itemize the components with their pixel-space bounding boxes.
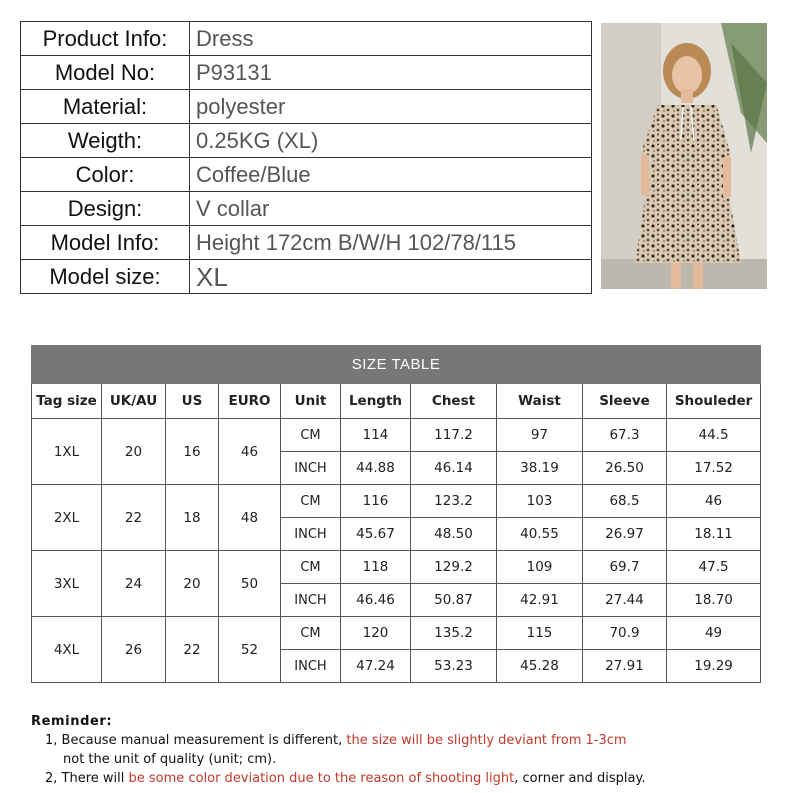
measure-cell: 67.3: [583, 419, 667, 452]
reminder-line-1-text: 1, Because manual measurement is different,: [45, 733, 347, 748]
info-row: [21, 124, 592, 158]
measure-cell: 44.5: [667, 419, 761, 452]
reminder-line-2-highlight: be some color deviation due to the reason of shooting light: [128, 771, 515, 786]
size-us-cell: 16: [166, 419, 219, 485]
info-row: [21, 260, 592, 294]
info-value: Height 172cm B/W/H 102/78/115: [190, 226, 592, 260]
size-us-cell: 18: [166, 485, 219, 551]
measure-cell: 109: [497, 551, 583, 584]
unit-cell: INCH: [281, 650, 341, 683]
size-uk-cell: 24: [102, 551, 166, 617]
info-label: Weigth:: [21, 124, 190, 158]
info-row: [21, 226, 592, 260]
unit-cell: INCH: [281, 452, 341, 485]
measure-cell: 42.91: [497, 584, 583, 617]
product-info-table: [20, 21, 592, 294]
measure-cell: 47.5: [667, 551, 761, 584]
measure-cell: 47.24: [341, 650, 411, 683]
measure-cell: 46: [667, 485, 761, 518]
measure-cell: 26.50: [583, 452, 667, 485]
measure-cell: 116: [341, 485, 411, 518]
header-cell: Chest: [411, 384, 497, 419]
info-label: Model No:: [21, 56, 190, 90]
measure-cell: 46.46: [341, 584, 411, 617]
measure-cell: 135.2: [411, 617, 497, 650]
info-value: P93131: [190, 56, 592, 90]
size-tag-cell: 4XL: [32, 617, 102, 683]
unit-cell: CM: [281, 485, 341, 518]
info-row: [21, 90, 592, 124]
reminder-line-1-cont: not the unit of quality (unit; cm).: [63, 752, 277, 767]
header-cell: UK/AU: [102, 384, 166, 419]
size-table-header: [32, 384, 761, 419]
size-euro-cell: 46: [219, 419, 281, 485]
reminder-title: Reminder:: [31, 714, 113, 729]
reminder-line-2-text: 2, There will: [45, 771, 129, 786]
measure-cell: 103: [497, 485, 583, 518]
header-cell: Shouleder: [667, 384, 761, 419]
header-cell: US: [166, 384, 219, 419]
measure-cell: 40.55: [497, 518, 583, 551]
size-row: [32, 617, 761, 650]
measure-cell: 45.67: [341, 518, 411, 551]
reminder-line-1-highlight: the size will be slightly deviant from 1-3cm: [346, 733, 627, 748]
size-row: [32, 419, 761, 452]
size-row: [32, 485, 761, 518]
unit-cell: CM: [281, 551, 341, 584]
model-photo: [601, 23, 767, 289]
size-uk-cell: 26: [102, 617, 166, 683]
size-tag-cell: 3XL: [32, 551, 102, 617]
measure-cell: 120: [341, 617, 411, 650]
size-euro-cell: 48: [219, 485, 281, 551]
size-table-title: SIZE TABLE: [32, 346, 761, 384]
info-value: XL: [190, 260, 592, 294]
measure-cell: 114: [341, 419, 411, 452]
measure-cell: 27.44: [583, 584, 667, 617]
reminder-line-1: [31, 731, 771, 750]
header-cell: Unit: [281, 384, 341, 419]
info-label: Design:: [21, 192, 190, 226]
info-label: Color:: [21, 158, 190, 192]
measure-cell: 44.88: [341, 452, 411, 485]
measure-cell: 70.9: [583, 617, 667, 650]
measure-cell: 38.19: [497, 452, 583, 485]
info-value: Dress: [190, 22, 592, 56]
unit-cell: INCH: [281, 518, 341, 551]
size-us-cell: 22: [166, 617, 219, 683]
measure-cell: 53.23: [411, 650, 497, 683]
size-table: [31, 345, 761, 683]
info-value: Coffee/Blue: [190, 158, 592, 192]
size-tag-cell: 1XL: [32, 419, 102, 485]
size-row: [32, 551, 761, 584]
info-label: Material:: [21, 90, 190, 124]
header-cell: Sleeve: [583, 384, 667, 419]
reminder-line-2-end: , corner and display.: [514, 771, 646, 786]
measure-cell: 18.11: [667, 518, 761, 551]
info-value: polyester: [190, 90, 592, 124]
info-label: Model size:: [21, 260, 190, 294]
measure-cell: 129.2: [411, 551, 497, 584]
measure-cell: 19.29: [667, 650, 761, 683]
measure-cell: 68.5: [583, 485, 667, 518]
measure-cell: 50.87: [411, 584, 497, 617]
measure-cell: 49: [667, 617, 761, 650]
measure-cell: 115: [497, 617, 583, 650]
measure-cell: 97: [497, 419, 583, 452]
size-tag-cell: 2XL: [32, 485, 102, 551]
info-value: V collar: [190, 192, 592, 226]
info-row: [21, 56, 592, 90]
reminder-line-2: [31, 769, 771, 788]
measure-cell: 48.50: [411, 518, 497, 551]
info-label: Product Info:: [21, 22, 190, 56]
size-euro-cell: 52: [219, 617, 281, 683]
unit-cell: CM: [281, 617, 341, 650]
measure-cell: 45.28: [497, 650, 583, 683]
measure-cell: 118: [341, 551, 411, 584]
measure-cell: 117.2: [411, 419, 497, 452]
measure-cell: 26.97: [583, 518, 667, 551]
size-us-cell: 20: [166, 551, 219, 617]
size-uk-cell: 22: [102, 485, 166, 551]
info-row: [21, 158, 592, 192]
info-row: [21, 192, 592, 226]
measure-cell: 17.52: [667, 452, 761, 485]
header-cell: Length: [341, 384, 411, 419]
measure-cell: 27.91: [583, 650, 667, 683]
model-photo-illustration: [601, 23, 767, 289]
unit-cell: CM: [281, 419, 341, 452]
info-row: [21, 22, 592, 56]
size-uk-cell: 20: [102, 419, 166, 485]
header-cell: Tag size: [32, 384, 102, 419]
reminder: [31, 712, 771, 788]
info-label: Model Info:: [21, 226, 190, 260]
info-value: 0.25KG (XL): [190, 124, 592, 158]
unit-cell: INCH: [281, 584, 341, 617]
header-cell: EURO: [219, 384, 281, 419]
measure-cell: 46.14: [411, 452, 497, 485]
measure-cell: 18.70: [667, 584, 761, 617]
measure-cell: 69.7: [583, 551, 667, 584]
header-cell: Waist: [497, 384, 583, 419]
measure-cell: 123.2: [411, 485, 497, 518]
size-euro-cell: 50: [219, 551, 281, 617]
